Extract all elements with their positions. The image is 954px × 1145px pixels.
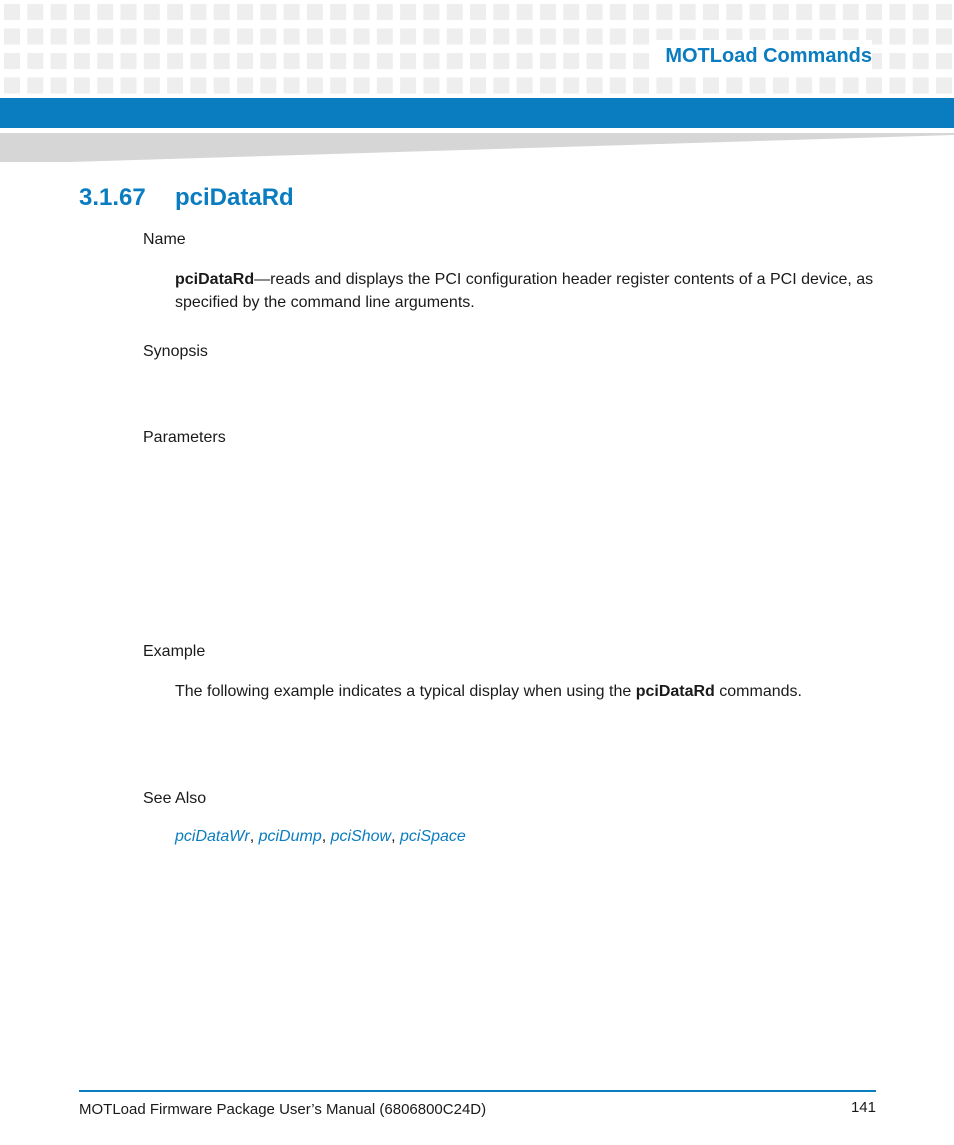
grid-square [4, 53, 20, 69]
grid-square [27, 78, 43, 94]
grid-square [913, 78, 929, 94]
grid-square [260, 53, 276, 69]
grid-square [307, 4, 323, 20]
link-pcishow[interactable]: pciShow [330, 828, 392, 845]
grid-square [563, 78, 579, 94]
section-number: 3.1.67 [79, 184, 146, 211]
grid-square [540, 53, 556, 69]
grid-square [470, 53, 486, 69]
grid-square [610, 29, 626, 45]
grid-square [773, 78, 789, 94]
grid-square [97, 29, 113, 45]
footer-manual-title: MOTLoad Firmware Package User’s Manual (6806800C24D) [79, 1101, 487, 1118]
grid-square [447, 53, 463, 69]
grid-square [866, 78, 882, 94]
grid-square [703, 78, 719, 94]
header-blue-bar [0, 98, 954, 128]
grid-square [540, 4, 556, 20]
grid-square [517, 78, 533, 94]
link-separator: , [391, 828, 400, 845]
grid-square [423, 53, 439, 69]
grid-square [354, 4, 370, 20]
example-command: pciDataRd [635, 683, 715, 700]
grid-square [74, 4, 90, 20]
grid-square [167, 53, 183, 69]
grid-square [167, 78, 183, 94]
grid-square [51, 78, 67, 94]
grid-square [493, 53, 509, 69]
grid-square [587, 78, 603, 94]
grid-square [866, 4, 882, 20]
grid-square [284, 78, 300, 94]
grid-square [423, 29, 439, 45]
grid-square [237, 53, 253, 69]
grid-square [936, 4, 952, 20]
grid-square [144, 4, 160, 20]
name-command: pciDataRd [175, 271, 255, 288]
section-title: pciDataRd [175, 184, 294, 211]
grid-square [307, 78, 323, 94]
grid-square [633, 78, 649, 94]
grid-square [74, 78, 90, 94]
example-label: Example [143, 643, 206, 660]
grid-square [656, 78, 672, 94]
name-text: —reads and displays the PCI configuration header register contents of a PCI device, as specified by the command line arguments. [175, 271, 874, 311]
grid-square [936, 29, 952, 45]
header-grey-wedge [0, 130, 954, 162]
footer-page-number: 141 [850, 1099, 876, 1116]
grid-square [74, 53, 90, 69]
grid-square [843, 4, 859, 20]
grid-square [121, 78, 137, 94]
grid-square [377, 53, 393, 69]
grid-square [633, 29, 649, 45]
grid-square [307, 29, 323, 45]
grid-square [889, 78, 905, 94]
grid-square [330, 78, 346, 94]
grid-square [260, 4, 276, 20]
grid-square [936, 78, 952, 94]
grid-square [750, 78, 766, 94]
grid-square [4, 29, 20, 45]
grid-square [51, 53, 67, 69]
grid-square [97, 4, 113, 20]
grid-square [470, 4, 486, 20]
grid-square [610, 53, 626, 69]
grid-square [144, 53, 160, 69]
footer-rule [79, 1090, 876, 1092]
grid-square [214, 78, 230, 94]
grid-square [423, 4, 439, 20]
grid-square [820, 78, 836, 94]
link-separator: , [321, 828, 331, 845]
grid-square [284, 4, 300, 20]
grid-square [97, 78, 113, 94]
grid-square [354, 78, 370, 94]
grid-square [587, 53, 603, 69]
grid-square [400, 53, 416, 69]
grid-square [493, 78, 509, 94]
grid-square [237, 78, 253, 94]
grid-square [796, 78, 812, 94]
link-separator: , [249, 828, 259, 845]
grid-square [27, 53, 43, 69]
grid-square [400, 78, 416, 94]
grid-square [889, 53, 905, 69]
grid-square [470, 29, 486, 45]
grid-square [121, 4, 137, 20]
grid-square [377, 4, 393, 20]
grid-square [913, 53, 929, 69]
grid-square [400, 4, 416, 20]
grid-square [237, 4, 253, 20]
grid-square [610, 78, 626, 94]
grid-square [121, 53, 137, 69]
grid-square [27, 29, 43, 45]
grid-square [680, 4, 696, 20]
grid-square [447, 29, 463, 45]
grid-square [563, 4, 579, 20]
grid-square [97, 53, 113, 69]
grid-square [377, 78, 393, 94]
grid-square [563, 53, 579, 69]
name-label: Name [143, 231, 186, 248]
grid-square [4, 4, 20, 20]
grid-square [4, 78, 20, 94]
grid-square [680, 78, 696, 94]
grid-square [330, 53, 346, 69]
grid-square [540, 29, 556, 45]
grid-square [260, 29, 276, 45]
grid-square [889, 29, 905, 45]
grid-square [284, 53, 300, 69]
grid-square [936, 53, 952, 69]
grid-square [377, 29, 393, 45]
grid-square [400, 29, 416, 45]
grid-square [354, 29, 370, 45]
grid-square [540, 78, 556, 94]
grid-square [214, 53, 230, 69]
grid-square [913, 4, 929, 20]
see-also-label: See Also [143, 790, 207, 807]
grid-square [610, 4, 626, 20]
grid-square [284, 29, 300, 45]
grid-square [587, 29, 603, 45]
grid-square [27, 4, 43, 20]
grid-square [190, 53, 206, 69]
link-pcidatawr[interactable]: pciDataWr [175, 828, 250, 845]
grid-square [796, 4, 812, 20]
grid-square [726, 78, 742, 94]
see-also-links [175, 826, 466, 848]
grid-square [633, 4, 649, 20]
grid-square [493, 29, 509, 45]
grid-square [214, 4, 230, 20]
grid-square [447, 4, 463, 20]
grid-square [750, 4, 766, 20]
grid-square [51, 4, 67, 20]
grid-square [260, 78, 276, 94]
grid-square [493, 4, 509, 20]
grid-square [726, 4, 742, 20]
grid-square [517, 53, 533, 69]
grid-square [237, 29, 253, 45]
grid-square [633, 53, 649, 69]
grid-square [144, 78, 160, 94]
grid-square [889, 4, 905, 20]
grid-square [587, 4, 603, 20]
grid-square [74, 29, 90, 45]
grid-square [703, 4, 719, 20]
example-description [175, 680, 885, 703]
grid-square [820, 4, 836, 20]
section-heading [79, 182, 294, 214]
example-text-after: commands. [714, 683, 802, 700]
grid-square [354, 53, 370, 69]
link-pcidump[interactable]: pciDump [258, 828, 322, 845]
grid-square [167, 4, 183, 20]
grid-square [307, 53, 323, 69]
grid-square [517, 4, 533, 20]
grid-square [470, 78, 486, 94]
grid-square [167, 29, 183, 45]
name-description [175, 268, 885, 314]
grid-square [330, 29, 346, 45]
parameters-label: Parameters [143, 429, 226, 446]
example-text-before: The following example indicates a typical display when using the [175, 683, 636, 700]
grid-square [51, 29, 67, 45]
grid-square [423, 78, 439, 94]
grid-square [517, 29, 533, 45]
synopsis-label: Synopsis [143, 343, 208, 360]
grid-square [330, 4, 346, 20]
grid-square [144, 29, 160, 45]
grid-square [563, 29, 579, 45]
grid-square [121, 29, 137, 45]
chapter-title: MOTLoad Commands [653, 40, 872, 72]
grid-square [843, 78, 859, 94]
link-pcispace[interactable]: pciSpace [399, 828, 466, 845]
grid-square [447, 78, 463, 94]
grid-square [190, 29, 206, 45]
grid-square [190, 78, 206, 94]
grid-square [214, 29, 230, 45]
grid-square [913, 29, 929, 45]
grid-square [656, 4, 672, 20]
grid-square [190, 4, 206, 20]
grid-square [773, 4, 789, 20]
